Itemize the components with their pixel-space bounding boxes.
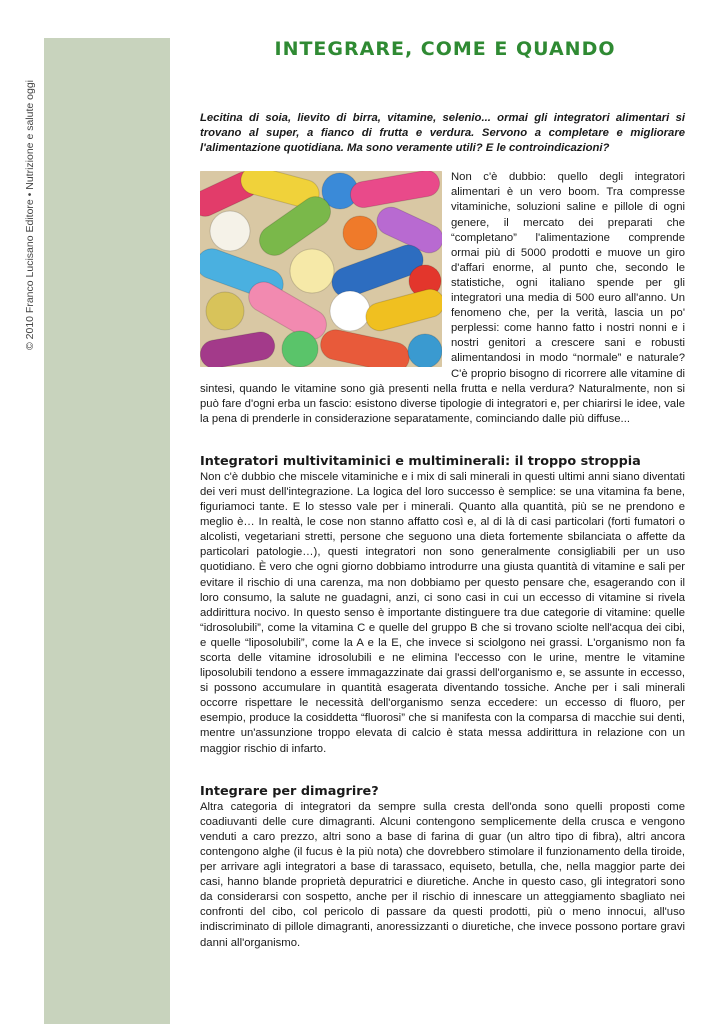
section-1-heading: Integratori multivitaminici e multiminerali: il troppo stroppia bbox=[200, 453, 641, 469]
section-2-body: Altra categoria di integratori da sempre sulla cresta dell'onda sono quelli proposti come coadiuvanti delle cure dimagranti. Alcuni contengono semplicemente della crusca e vengono venduti a caro prezzo, altri sono a base di farina di guar (un altro tipo di fibra), altri ancora contengono alghe (il fucus è la più nota) che dovrebbero stimolare il funzionamento della tiroide, per arrivare agli integratori a base di tarassaco, equiseto, betulla, che, nella maggior parte dei casi, hanno blande proprietà depuratrici e diuretiche. Anche in questo caso, gli integratori sono da considerarsi con sospetto, anche per il rischio di innescare un atteggiamento sbagliato nei confronti del cibo, col pericolo di passare da questi prodotti, più o meno innocui, all'uso indiscriminato di pillole dimagranti, anoressizzanti o diuretiche, che invece possono portare gravi danni all'organismo. bbox=[200, 800, 685, 949]
section-multivitamin bbox=[200, 454, 685, 757]
lead-paragraph: Lecitina di soia, lievito di birra, vitamine, selenio... ormai gli integratori alimentari si trovano al super, a fianco di frutta e verdura. Servono a completare e migliorare l'alimentazione quotidiana. Ma sono veramente utili? E le controindicazioni? bbox=[200, 112, 685, 155]
section-1-body: Non c'è dubbio che miscele vitaminiche e i mix di sali minerali in questi ultimi anni siano diventati dei veri must dell'integrazione. La logica del loro successo è semplice: se una vitamina fa bene, figuriamoci tante. E lo stesso vale per i minerali. Quanto alla quantità, più se ne prendono e meglio è… In realtà, le cose non stanno affatto così e, al di là di casi particolari (forti fumatori o alcolisti, vegetariani stretti, persone che seguono una dieta fortemente sbilanciata o affette da particolari patologie…), questi integratori non sono generalmente consigliabili per un uso quotidiano. È vero che ogni giorno dobbiamo introdurre una giusta quantità di vitamine e sali per evitare il rischio di una carenza, ma non dobbiamo per questo pensare che, esagerando con il loro consumo, la salute ne guadagni, anzi, ci sono casi in cui un eccesso di vitamine si rivela addirittura nocivo. In questo senso è importante distinguere tra due categorie di vitamine: quelle “idrosolubili”, come la vitamina C e quelle del gruppo B che si trovano sciolte nell'acqua dei cibi, e quelle “liposolubili”, come la A e la E, che invece si sciolgono nei grassi. L'organismo non fa scorta delle vitamine idrosolubili e ne elimina l'eccesso con le urine, mentre le vitamine liposolubili tendono a essere immagazzinate dai grassi dell'organismo e, se assunte in eccesso, si possono accumulare in quantità esagerata diventando tossiche. Anche per i sali minerali occorre rispettare le necessità dell'organismo senza eccedere: un eccesso di fluoro, per esempio, produce la cosiddetta “fluorosi” che si manifesta con la comparsa di macchie sui denti, mentre un'assunzione troppo elevata di calcio è stata messa addirittura in relazione con un maggior rischio di infarto. bbox=[200, 470, 685, 755]
article-content bbox=[200, 111, 685, 951]
pills-illustration bbox=[200, 171, 442, 367]
intro-paragraph: Non c'è dubbio: quello degli integratori alimentari è un vero boom. Tra compresse vitaminiche, soluzioni saline e pillole di ogni genere, il mercato dei preparati che “completano” l'alimentazione comprende ormai più di 5000 prodotti e muove un giro d'affari enorme, al punto che, secondo le statistiche, ogni italiano spende per gli integratori una media di 500 euro all'anno. Un fenomeno che, per la verità, lascia un po' perplessi: come hanno fatto i nostri nonni e i nostri genitori a crescere sani e robusti alimentandosi in modo “normale” e naturale? C'è proprio bisogno di ricorrere alle vitamine di sintesi, quando le vitamine sono già presenti nella frutta e nella verdura? Naturalmente, non si può fare d'ogni erba un fascio: esistono diverse tipologie di integratori e, per chiarirsi le idee, vale la pena di prenderle in considerazione separatamente, cominciando dalle più diffuse... bbox=[200, 171, 685, 425]
side-caption-text: © 2010 Franco Lucisano Editore • Nutrizione e salute oggi bbox=[24, 80, 36, 350]
section-dimagrire bbox=[200, 784, 685, 951]
section-2-heading: Integrare per dimagrire? bbox=[200, 783, 379, 799]
pills-photo bbox=[200, 171, 442, 367]
green-margin-band bbox=[44, 38, 170, 1024]
page-title: INTEGRARE, COME E QUANDO bbox=[274, 38, 616, 60]
